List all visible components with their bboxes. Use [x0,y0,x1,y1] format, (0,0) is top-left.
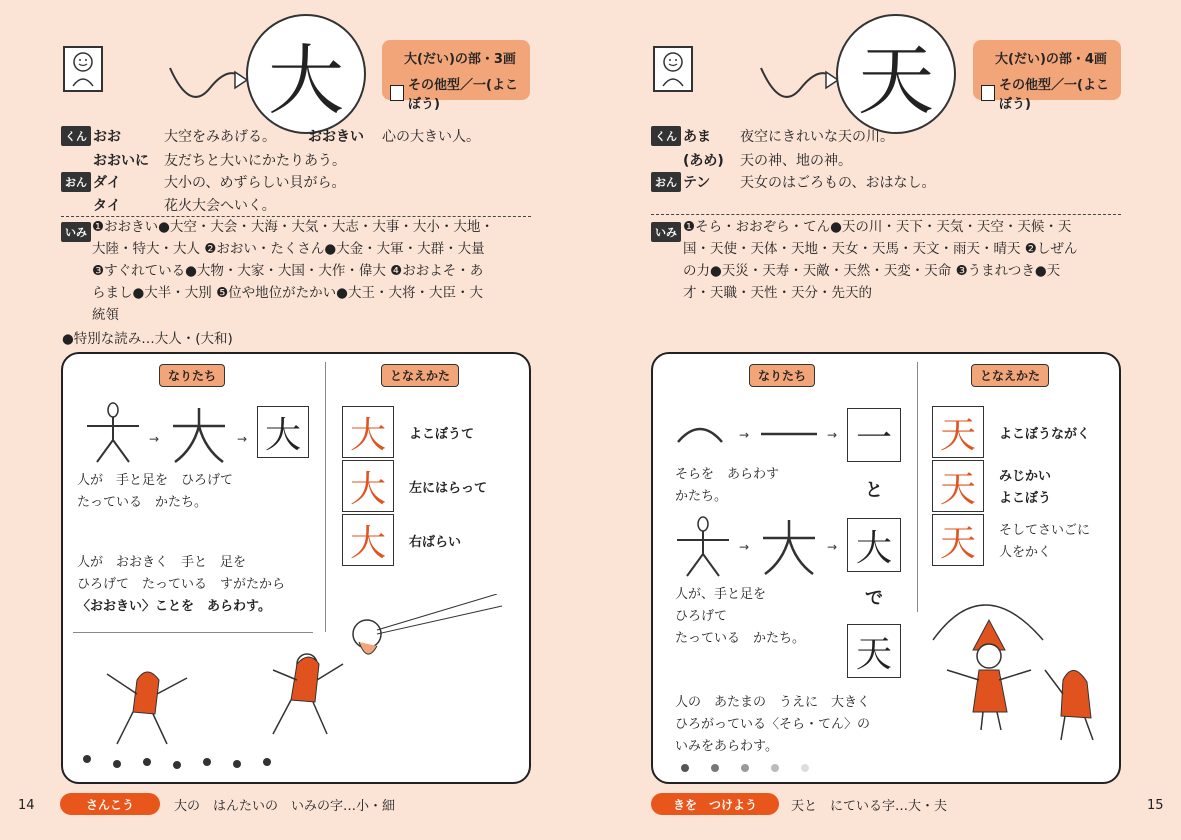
text-line: かたち。 [675,489,728,504]
text-line: 人が 手と足を ひろげて [77,473,234,488]
naritachi-label: なりたち [159,364,225,387]
imi-tag: いみ [61,222,91,242]
type-info: その他型／一(よこぼう) [999,78,1109,112]
line-shape-icon [759,430,819,438]
children-illustration [77,594,517,780]
text-line: 人の あたまの うえに 大きく [675,695,871,710]
stroke-text-3: そしてさいごに 人をかく [999,523,1091,560]
text-line: たっている かたち。 [675,631,806,646]
text-line: ひろがっている〈そら・てん〉の [675,717,871,732]
reading: あま [683,129,711,145]
reading: ダイ [93,175,121,191]
meaning-line: らまし●大半・大別 ❺位や地位がたかい●大王・大将・大臣・大 [92,285,483,301]
text-line: ひろげて [675,609,728,624]
left-page [0,0,590,840]
reading-example: 天女のはごろもの、おはなし。 [740,175,936,191]
main-kanji: 大 [246,14,366,134]
page-number: 15 [1147,798,1164,813]
text-line: 人が、手と足を [675,587,767,602]
stroke-box-1: 天 [932,406,984,458]
reading: おおきい [308,129,364,145]
reading-example: 天の神、地の神。 [740,153,852,169]
meanings-block [92,216,557,326]
reading: おおいに [93,153,149,169]
meaning-line: の力●天災・天寿・天敵・天然・天変・天命 ❸うまれつき●天 [683,263,1061,279]
reading: タイ [93,198,121,214]
stroke-box-2: 大 [342,460,394,512]
arrow-icon: → [237,432,248,446]
kiwotsukeyou-badge: きを つけよう [651,793,779,815]
meanings-block [683,216,1148,304]
radical-info-box [382,40,530,112]
type-info: その他型／一(よこぼう) [408,78,518,112]
arc-shape-icon [675,422,725,444]
arrow-icon: → [739,540,750,554]
conj-de: で [865,588,883,609]
kanji-box-dai: 大 [847,518,901,572]
meaning-line: ❶おおきい●大空・大会・大海・大気・大志・大事・大小・大地・ [92,219,494,235]
column-divider [325,362,326,632]
stroke-text-2: みじかい よこぼう [999,469,1052,506]
reading: おお [93,129,121,145]
reading-example: 心の大きい人。 [382,129,480,145]
dots-decoration [677,760,827,776]
stroke-text-1: よこぼうて [409,427,475,442]
kanji-box-one: 一 [847,408,901,462]
radical-info: 大(だい)の部・4画 [995,52,1107,67]
arrow-icon: → [827,540,838,554]
final-text [675,692,870,758]
divider [651,214,1121,215]
text-line: たっている かたち。 [77,495,208,510]
reading-example: 夜空にきれいな天の川。 [740,129,894,145]
sky-text [675,464,779,508]
naritachi-label: なりたち [749,364,815,387]
checkbox-square-icon [981,85,995,101]
kun-tag: くん [651,126,681,146]
on-tag: おん [651,172,681,192]
radical-info: 大(だい)の部・3画 [404,52,516,67]
kanji-box-ten: 天 [847,624,901,678]
conj-to: と [865,480,883,501]
tonaekata-label: となえかた [381,364,459,387]
text-line: ひろげて たっている すがたから [77,577,286,592]
reading-example: 友だちと大いにかたりあう。 [164,153,346,169]
stroke-box-1: 大 [342,406,394,458]
dai-shape-icon [171,404,227,464]
meaning-line: 大陸・特大・大人 ❷おおい・たくさん●大金・大軍・大群・大量 [92,241,485,257]
stroke-box-2: 天 [932,460,984,512]
meaning-line: 国・天使・天体・天地・天女・天馬・天文・雨天・晴天 ❷しぜん [683,241,1078,257]
stick-figure-icon [673,516,733,580]
arrow-icon: → [739,428,750,442]
text-line: そらを あらわす [675,467,780,482]
reading-example: 大小の、めずらしい貝がら。 [164,175,346,191]
text-line: 〈おおきい〉ことを あらわす。 [77,599,271,614]
arrow-icon: → [827,428,838,442]
explanation-panel [61,352,531,784]
reading: テン [683,175,711,191]
reading: (あめ) [683,153,724,169]
result-kanji-box: 大 [257,406,309,458]
meaning-line: ❸すぐれている●大物・大家・大国・大作・偉大 ❹おおよそ・あ [92,263,484,279]
radical-info-box [973,40,1121,112]
explanation-panel [651,352,1121,784]
smiley-icon [653,46,693,92]
meaning-line: 統領 [92,307,119,323]
footer-note: 天と にている字…大・夫 [791,799,948,814]
footer-note: 大の はんたいの いみの字…小・細 [174,799,396,814]
checkbox-square-icon [390,85,404,101]
column-divider [917,362,918,612]
text-line: いみをあらわす。 [675,739,778,754]
stroke-box-3: 天 [932,514,984,566]
meaning-line: 才・天職・天性・天分・先天的 [683,285,872,301]
kun-tag: くん [61,126,91,146]
reading-example: 大空をみあげる。 [164,129,276,145]
meaning-line: ❶そら・おおぞら・てん●天の川・天下・天気・天空・天候・天 [683,219,1072,235]
stroke-box-3: 大 [342,514,394,566]
page-number: 14 [18,798,35,813]
stick-figure-icon [83,402,143,466]
tonaekata-label: となえかた [971,364,1049,387]
naritachi-text [77,470,233,514]
main-kanji: 天 [836,14,956,134]
smiley-icon [63,46,103,92]
children-jumprope-illustration [923,590,1113,760]
sankou-badge: さんこう [60,793,160,815]
arrow-icon: → [149,432,160,446]
stroke-text-3: 右ばらい [409,535,462,550]
stroke-text-1: よこぼうながく [999,427,1091,442]
imi-tag: いみ [651,222,681,242]
reading-example: 花火大会へいく。 [164,198,276,214]
on-tag: おん [61,172,91,192]
stroke-text-2: 左にはらって [409,481,488,496]
right-page [591,0,1181,840]
text-line: 人が おおきく 手と 足を [77,555,247,570]
person-text [675,584,805,650]
dai-shape-icon [761,516,817,576]
special-reading: ●特別な読み…大人・(大和) [62,331,233,347]
